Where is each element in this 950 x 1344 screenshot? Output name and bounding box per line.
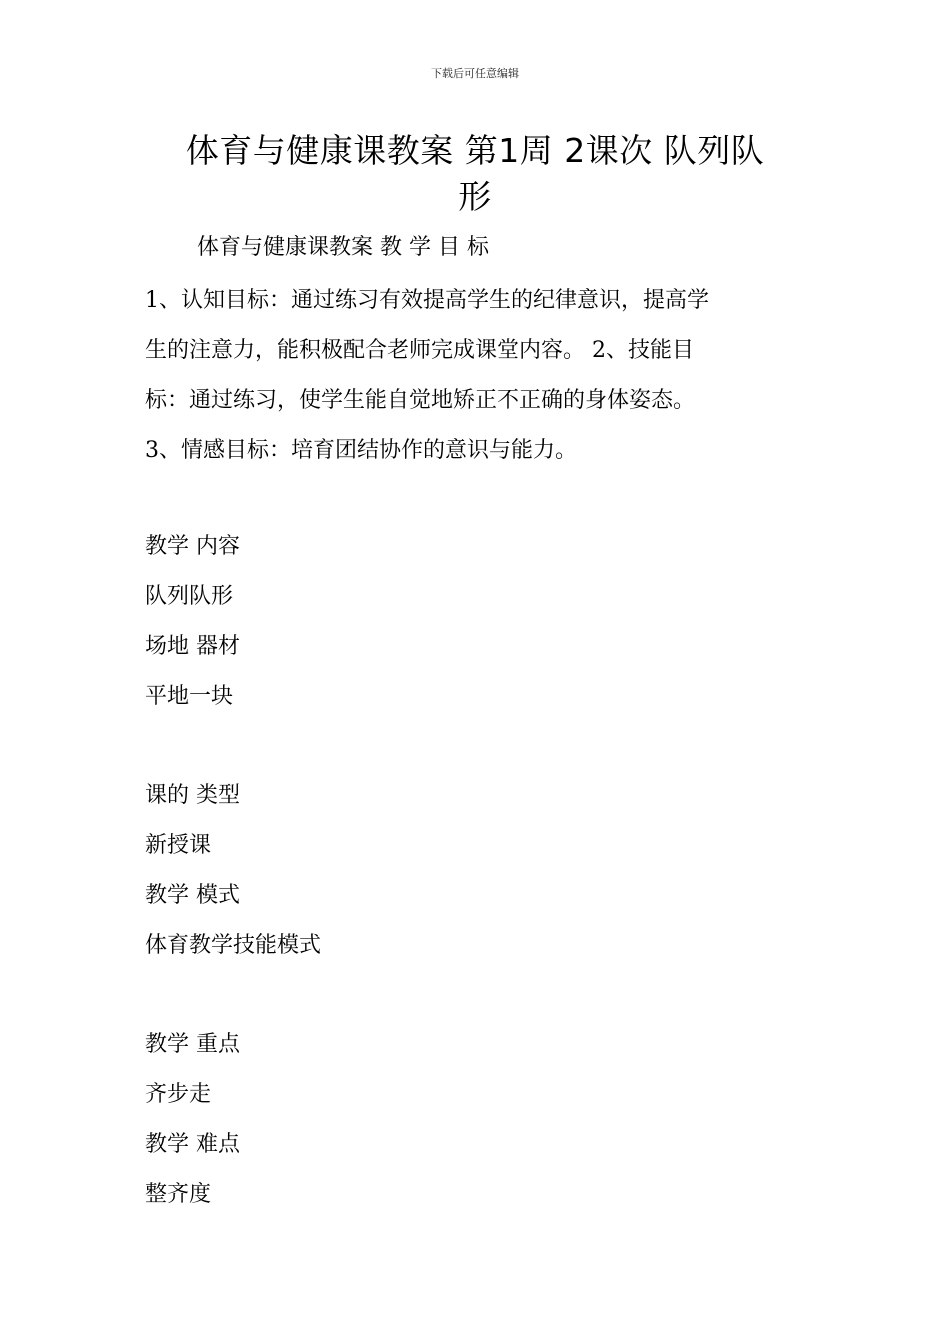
objective-line: 3、情感目标：培育团结协作的意识与能力。 xyxy=(145,438,577,463)
objective-line: 生的注意力，能积极配合老师完成课堂内容。 2、技能目 xyxy=(145,338,694,363)
lesson-type-label: 课的 类型 xyxy=(145,783,240,808)
title-line-2: 形 xyxy=(458,177,492,216)
lesson-type-value: 新授课 xyxy=(145,833,212,858)
venue-value: 平地一块 xyxy=(145,684,234,709)
difficulty-label: 教学 难点 xyxy=(145,1132,240,1157)
document-title xyxy=(150,128,800,220)
content-label: 教学 内容 xyxy=(145,534,240,559)
key-point-value: 齐步走 xyxy=(145,1082,212,1107)
difficulty-value: 整齐度 xyxy=(145,1182,212,1207)
teaching-mode-label: 教学 模式 xyxy=(145,883,240,908)
objective-line: 标：通过练习，使学生能自觉地矫正不正确的身体姿态。 xyxy=(145,388,696,413)
objectives-paragraph xyxy=(145,276,810,476)
title-line-1: 体育与健康课教案 第1周 2课次 队列队 xyxy=(185,131,765,170)
objectives-heading: 体育与健康课教案 教 学 目 标 xyxy=(197,235,489,260)
teaching-mode-value: 体育教学技能模式 xyxy=(145,933,322,958)
content-value: 队列队形 xyxy=(145,584,234,609)
venue-label: 场地 器材 xyxy=(145,634,240,659)
objective-line: 1、认知目标：通过练习有效提高学生的纪律意识，提高学 xyxy=(145,288,709,313)
key-point-label: 教学 重点 xyxy=(145,1032,240,1057)
page-header-note: 下载后可任意编辑 xyxy=(431,67,519,80)
